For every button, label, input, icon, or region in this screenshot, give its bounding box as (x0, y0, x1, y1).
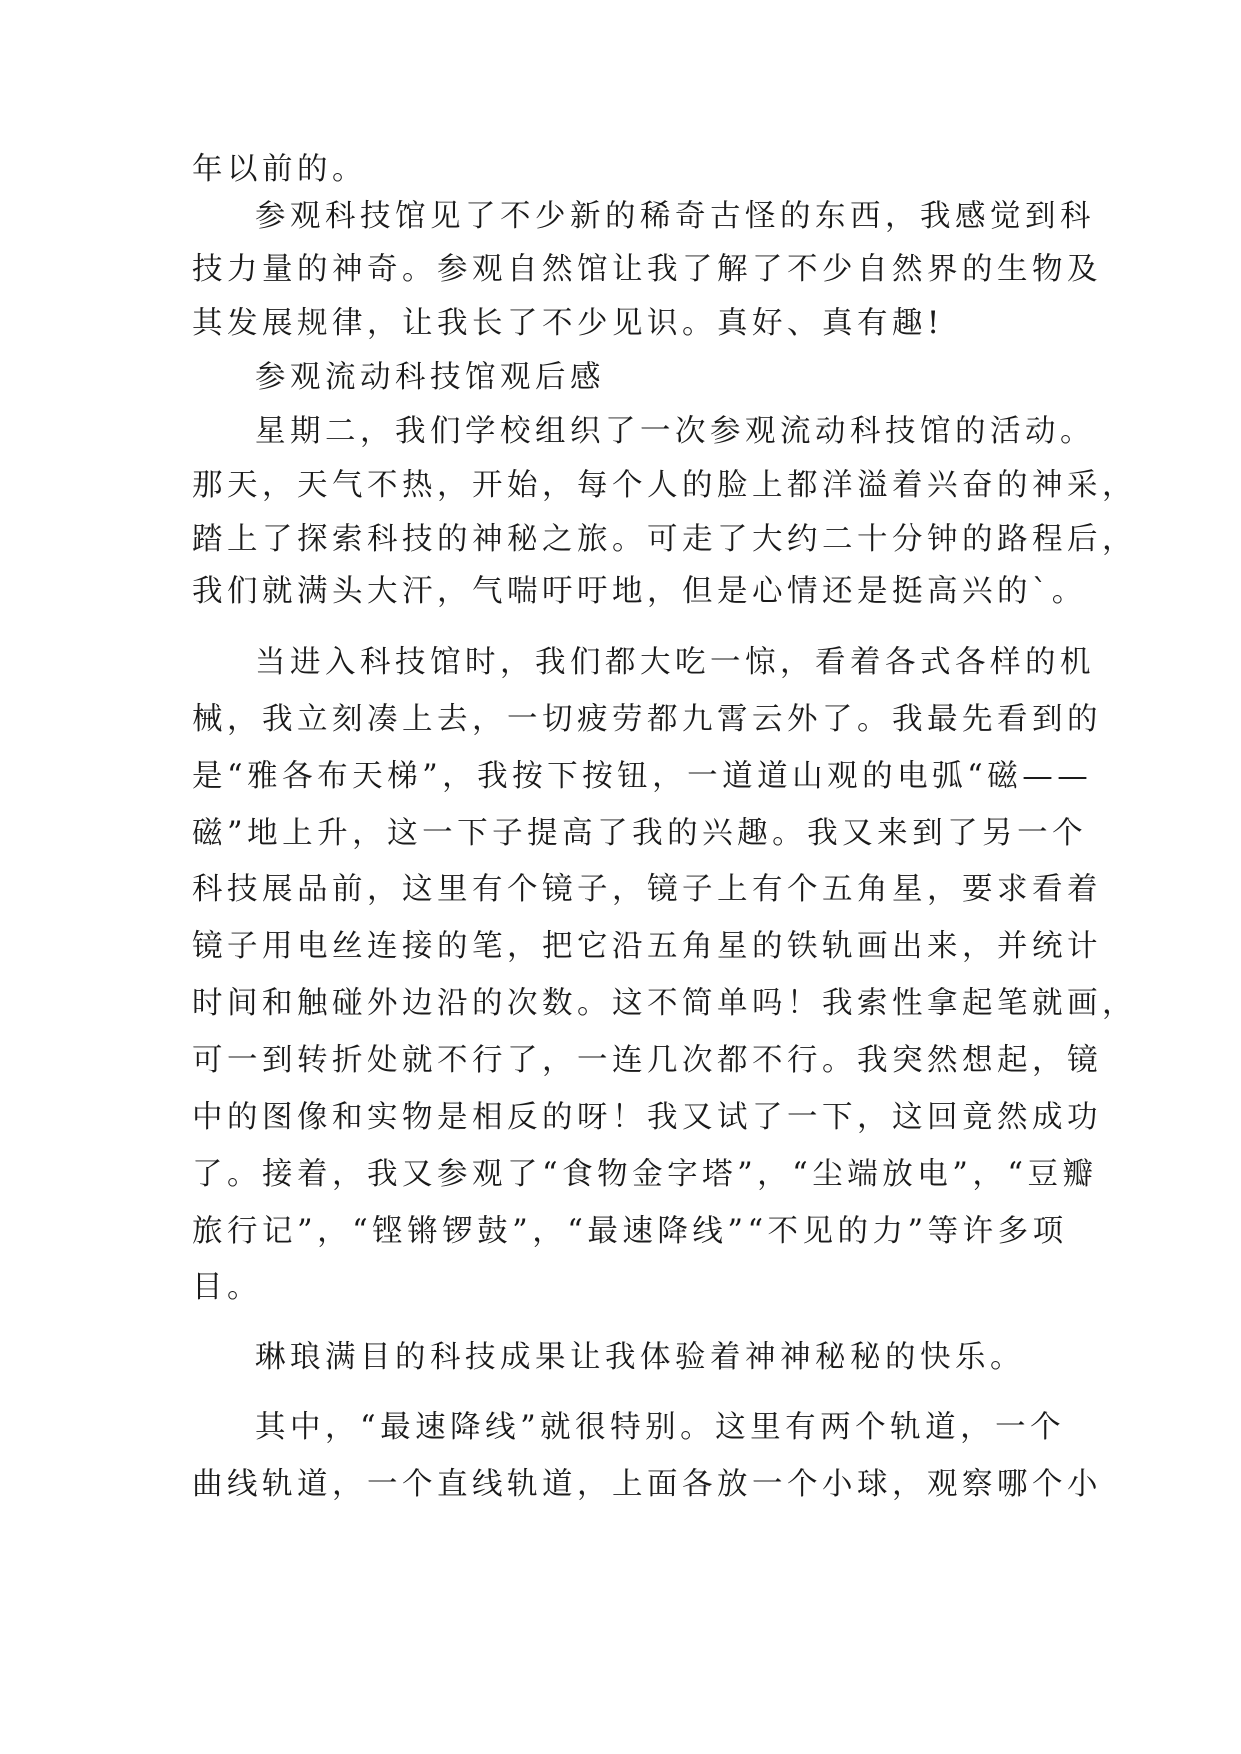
paragraph-start-line: 琳琅满目的科技成果让我体验着神神秘秘的快乐。 (255, 1340, 1025, 1375)
text-line: 械，我立刻凑上去，一切疲劳都九霄云外了。我最先看到的 (192, 702, 1102, 737)
text-line: 科技展品前，这里有个镜子，镜子上有个五角星，要求看着 (192, 872, 1102, 907)
text-line: 那天，天气不热，开始，每个人的脸上都洋溢着兴奋的神采， (192, 468, 1137, 503)
text-line: 我们就满头大汗，气喘吁吁地，但是心情还是挺高兴的`。 (192, 574, 1087, 609)
text-line: 其发展规律，让我长了不少见识。真好、真有趣! (192, 306, 944, 341)
paragraph-start-line: 参观科技馆见了不少新的稀奇古怪的东西，我感觉到科 (255, 199, 1095, 234)
paragraph-start-line: 星期二，我们学校组织了一次参观流动科技馆的活动。 (255, 414, 1095, 449)
text-line: 是“雅各布天梯”，我按下按钮，一道道山观的电弧“磁—— (192, 759, 1093, 794)
text-line: 踏上了探索科技的神秘之旅。可走了大约二十分钟的路程后， (192, 522, 1137, 557)
text-line: 了。接着，我又参观了“食物金字塔”，“尘端放电”，“豆瓣 (192, 1157, 1098, 1192)
paragraph-start-line: 当进入科技馆时，我们都大吃一惊，看着各式各样的机 (255, 645, 1095, 680)
text-line: 曲线轨道，一个直线轨道，上面各放一个小球，观察哪个小 (192, 1467, 1102, 1502)
text-line: 中的图像和实物是相反的呀！我又试了一下，这回竟然成功 (192, 1100, 1102, 1135)
text-line: 旅行记”，“铿锵锣鼓”，“最速降线”“不见的力”等许多项 (192, 1214, 1068, 1249)
text-line: 年以前的。 (192, 152, 367, 187)
text-line: 时间和触碰外边沿的次数。这不简单吗！我索性拿起笔就画， (192, 986, 1137, 1021)
text-line: 目。 (192, 1270, 262, 1305)
text-line: 技力量的神奇。参观自然馆让我了解了不少自然界的生物及 (192, 252, 1102, 287)
text-line: 磁”地上升，这一下子提高了我的兴趣。我又来到了另一个 (192, 816, 1088, 851)
section-heading: 参观流动科技馆观后感 (255, 360, 605, 395)
text-line: 镜子用电丝连接的笔，把它沿五角星的铁轨画出来，并统计 (192, 929, 1102, 964)
paragraph-start-line: 其中，“最速降线”就很特别。这里有两个轨道，一个 (255, 1410, 1066, 1445)
text-line: 可一到转折处就不行了，一连几次都不行。我突然想起，镜 (192, 1043, 1102, 1078)
